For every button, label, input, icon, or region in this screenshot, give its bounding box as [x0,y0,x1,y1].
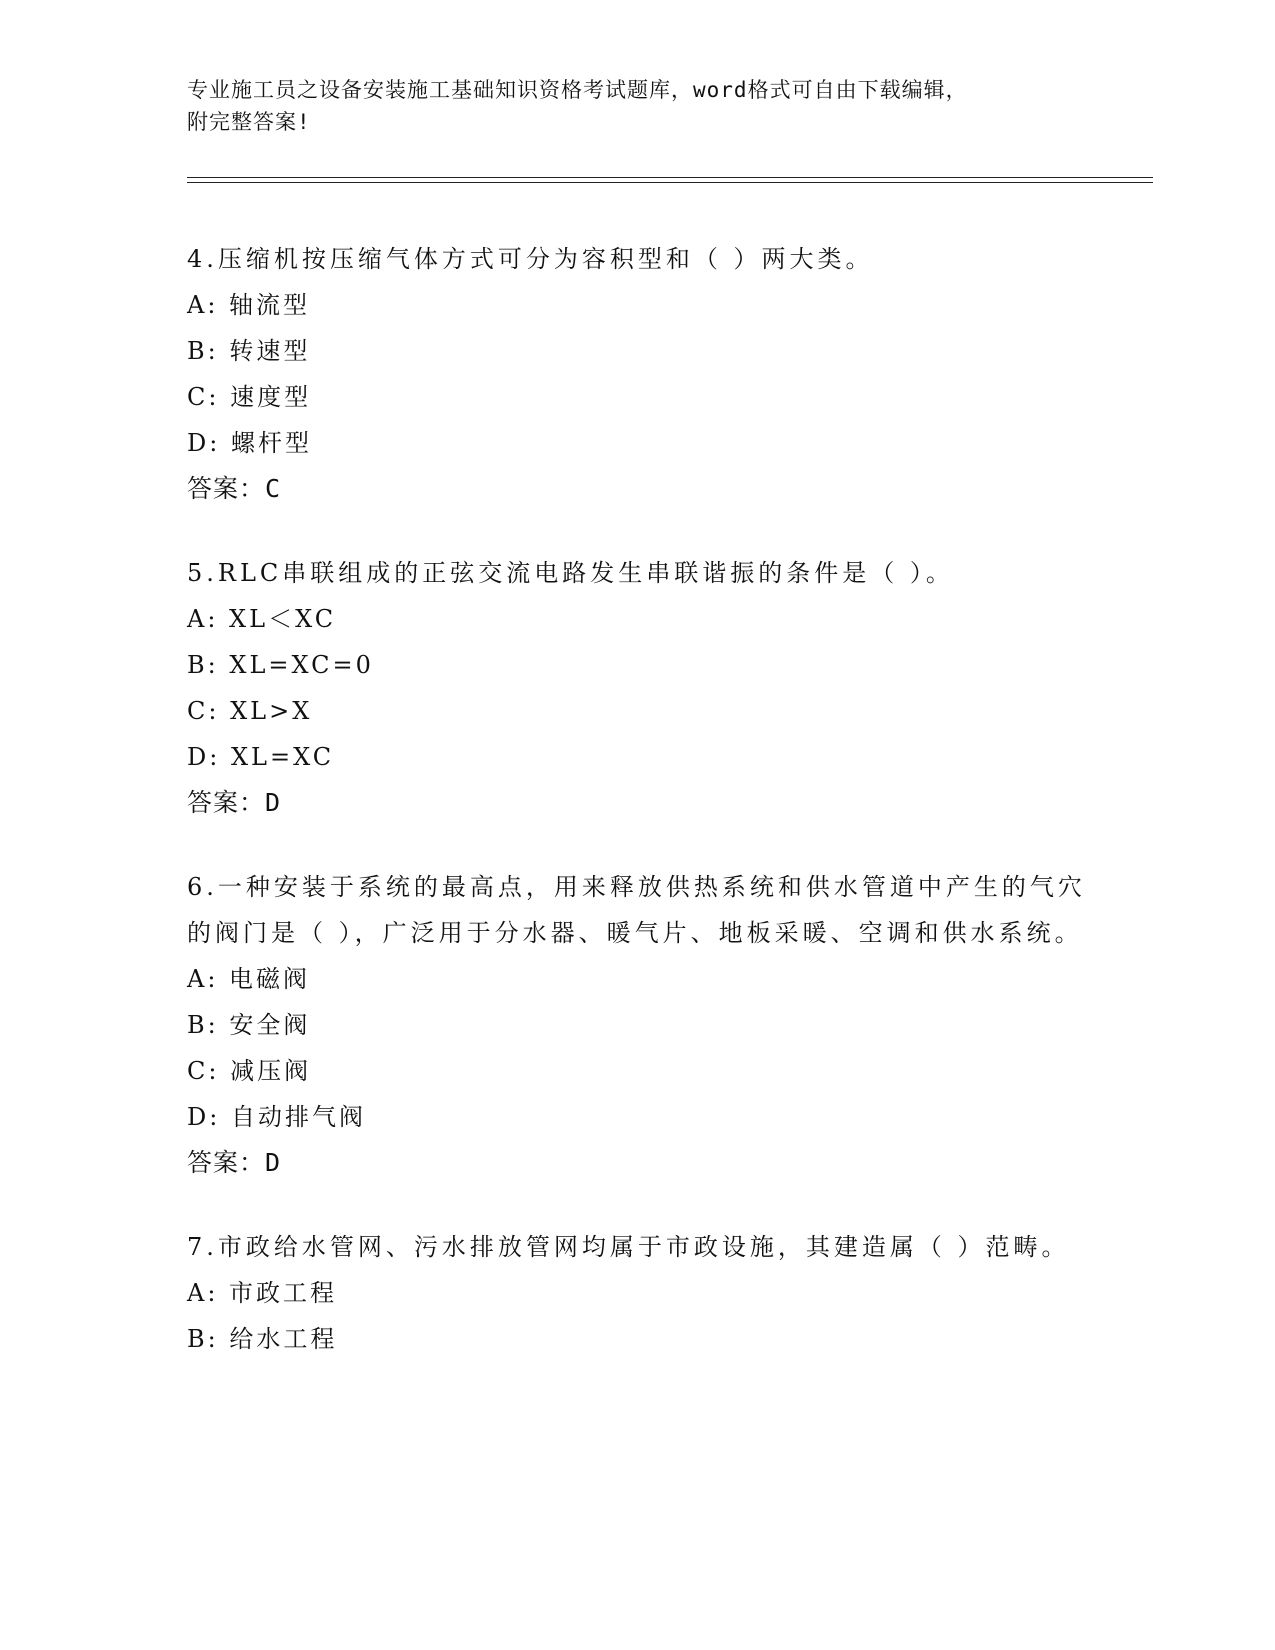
question-stem: 6.一种安装于系统的最高点，用来释放供热系统和供水管道中产生的气穴的阀门是（ ），广泛用于分水器、暖气片、地板采暖、空调和供水系统。 [187,873,1086,947]
answer: 答案：D [187,1148,282,1177]
option-a: A: XL＜XC [187,605,337,633]
header-divider-top [187,177,1153,178]
option-a: A: 电磁阀 [187,965,311,993]
option-d: D: 自动排气阀 [187,1103,366,1131]
header-divider-bottom [187,182,1153,183]
option-b: B: 给水工程 [187,1325,338,1353]
option-b: B: XL=XC=0 [187,651,374,679]
option-d: D: XL=XC [187,743,335,771]
option-c: C: XL>X [187,697,313,725]
question-stem: 4.压缩机按压缩气体方式可分为容积型和（ ）两大类。 [187,245,874,273]
question-list [187,236,1087,1400]
question-5 [187,550,1087,826]
option-d: D: 螺杆型 [187,429,312,457]
question-4 [187,236,1087,512]
option-b: B: 安全阀 [187,1011,311,1039]
option-a: A: 轴流型 [187,291,311,319]
question-stem: 5.RLC串联组成的正弦交流电路发生串联谐振的条件是（ ）。 [187,559,954,587]
header-line-1: 专业施工员之设备安装施工基础知识资格考试题库，word格式可自由下载编辑， [187,78,968,102]
option-a: A: 市政工程 [187,1279,338,1307]
question-7 [187,1224,1087,1362]
header-line-2: 附完整答案! [187,110,311,134]
question-stem: 7.市政给水管网、污水排放管网均属于市政设施，其建造属（ ）范畴。 [187,1233,1070,1261]
option-c: C: 减压阀 [187,1057,312,1085]
document-header [187,74,1067,138]
option-c: C: 速度型 [187,383,312,411]
answer: 答案：C [187,474,282,503]
option-b: B: 转速型 [187,337,311,365]
question-6 [187,864,1087,1186]
answer: 答案：D [187,788,282,817]
